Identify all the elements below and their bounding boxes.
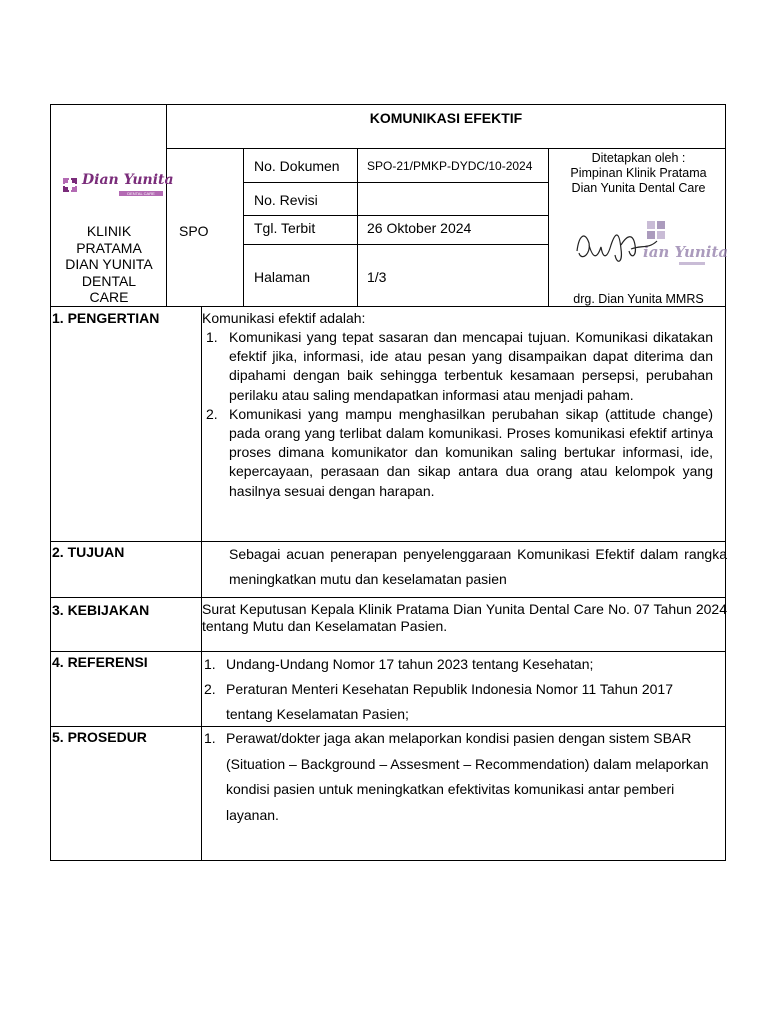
page-value: 1/3 <box>367 269 387 285</box>
section-label-pengertian: 1. PENGERTIAN <box>52 310 160 326</box>
issue-date-label: Tgl. Terbit <box>254 220 316 236</box>
signer-name: drg. Dian Yunita MMRS <box>573 292 704 306</box>
clinic-name-line: DIAN YUNITA <box>65 256 153 272</box>
page-label: Halaman <box>254 269 311 285</box>
clinic-name-line: PRATAMA <box>76 239 142 256</box>
list-item-text: Perawat/dokter jaga akan melaporkan kondisi pasien dengan sistem SBAR (Situation – Background – Assesment – Recommendation) dalam melaporkan kondisi pasien untuk meningkatkan efektivitas komunikasi antar pemberi layanan. <box>226 730 709 823</box>
logo-tagline: DENTAL CARE <box>127 191 155 196</box>
issue-date-value: 26 Oktober 2024 <box>367 220 472 236</box>
list-number: 2. <box>204 681 216 697</box>
list-item <box>202 677 682 727</box>
document-type: SPO <box>179 223 209 239</box>
authorized-by <box>551 151 726 196</box>
list-item <box>202 726 724 828</box>
authorized-by-line: Pimpinan Klinik Pratama <box>570 166 707 180</box>
logo-wordmark: Dian Yunita <box>82 172 174 188</box>
section-label-tujuan: 2. TUJUAN <box>52 544 125 560</box>
logo-tagline-bar <box>119 191 163 196</box>
revision-label: No. Revisi <box>254 192 318 208</box>
section-label-prosedur: 5. PROSEDUR <box>52 729 147 745</box>
referensi-list <box>202 652 682 727</box>
section-label-referensi: 4. REFERENSI <box>52 654 148 670</box>
header-table <box>50 104 729 307</box>
list-item-text: Komunikasi yang tepat sasaran dan mencapai tujuan. Komunikasi dikatakan efektif jika, informasi, ide atau pesan yang disampaikan dapat diterima dan dipahami dengan baik sehingga terbentuk kesamaan persepsi, perubahan perilaku atau saling mendapatkan informasi atau menjadi paham. <box>229 329 713 403</box>
tujuan-text: Sebagai acuan penerapan penyelenggaraan Komunikasi Efektif dalam rangka meningkatkan mutu dan keselamatan pasien <box>229 546 727 587</box>
document-title: KOMUNIKASI EFEKTIF <box>369 110 523 126</box>
kebijakan-text: Surat Keputusan Kepala Klinik Pratama Dian Yunita Dental Care No. 07 Tahun 2024 tentang Mutu dan Keselamatan Pasien. <box>202 601 727 634</box>
list-item <box>202 405 713 501</box>
clinic-name-line: KLINIK <box>86 223 132 239</box>
list-number: 1. <box>204 730 216 746</box>
tooth-cross-logo-icon <box>60 175 80 195</box>
clinic-name <box>51 223 167 306</box>
authorized-by-line: Ditetapkan oleh : <box>591 151 686 165</box>
list-item <box>202 328 713 405</box>
authorized-by-line: Dian Yunita Dental Care <box>571 181 706 195</box>
prosedur-list <box>202 726 724 828</box>
list-number: 1. <box>204 656 216 672</box>
pengertian-list <box>202 328 713 501</box>
svg-text:ian Yunita: ian Yunita <box>643 243 729 261</box>
doc-number-value: SPO-21/PMKP-DYDC/10-2024 <box>367 159 533 173</box>
list-number: 1. <box>206 329 218 345</box>
list-item-text: Peraturan Menteri Kesehatan Republik Indonesia Nomor 11 Tahun 2017 tentang Keselamatan Pasien; <box>226 681 673 722</box>
section-label-kebijakan: 3. KEBIJAKAN <box>52 602 150 618</box>
list-item-text: Undang-Undang Nomor 17 tahun 2023 tentang Kesehatan; <box>226 656 594 672</box>
clinic-logo <box>57 171 174 201</box>
list-number: 2. <box>206 405 218 422</box>
list-item <box>202 652 682 677</box>
content-table <box>50 307 726 861</box>
doc-number-label: No. Dokumen <box>254 158 340 174</box>
pengertian-intro: Komunikasi efektif adalah: <box>202 310 366 326</box>
clinic-name-line: CARE <box>89 289 129 305</box>
list-item-text: Komunikasi yang mampu menghasilkan perubahan sikap (attitude change) pada orang yang terlibat dalam komunikasi. Proses komunikasi efektif artinya proses dimana komunikator dan komunikan saling bertukar informasi, ide, kepercayaan, perasaan dan sikap antara dua orang atau kelompok yang hasilnya sesuai dengan harapan. <box>229 405 713 499</box>
clinic-name-line: DENTAL <box>81 272 137 289</box>
signature-stamp-icon <box>571 215 729 275</box>
